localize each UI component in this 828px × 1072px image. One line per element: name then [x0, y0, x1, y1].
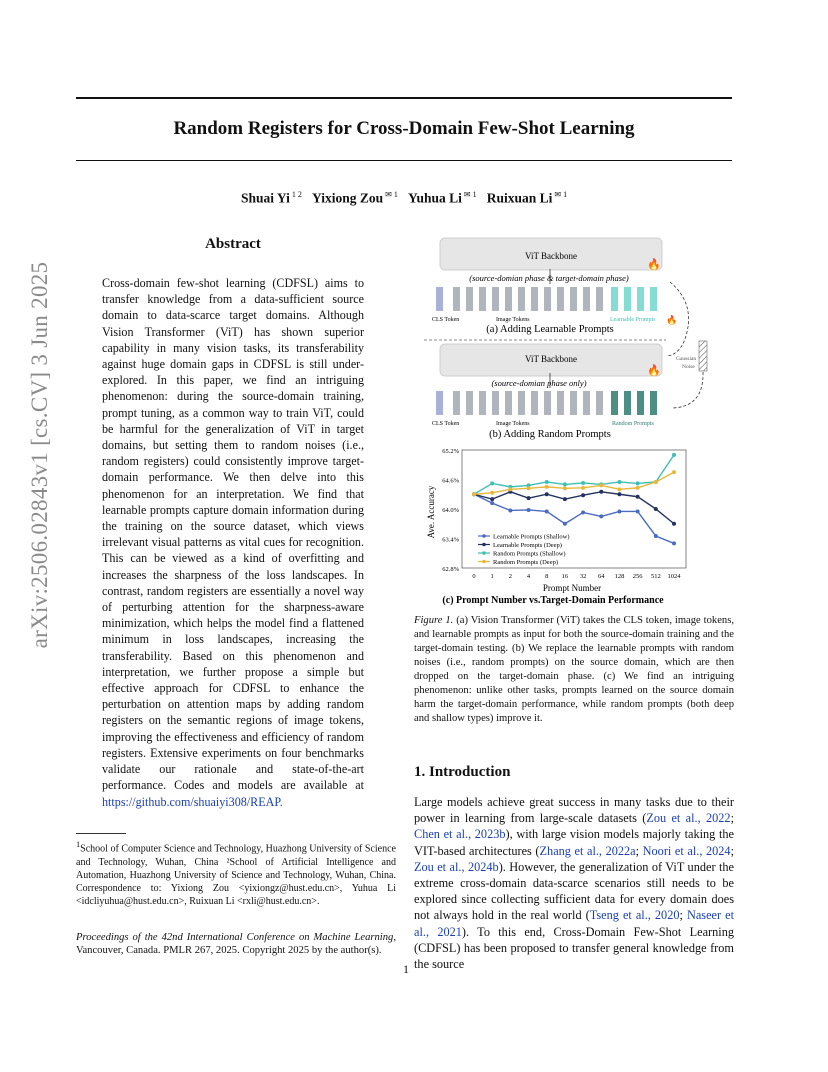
data-point: [563, 486, 567, 490]
arxiv-watermark: arXiv:2506.02843v1 [cs.CV] 3 Jun 2025: [27, 261, 52, 649]
cls-label-b: CLS Token: [432, 421, 460, 427]
proceedings-copyright: , Vancouver, Canada. PMLR 267, 2025. Copyright 2025 by the author(s).: [76, 932, 396, 957]
data-point: [672, 522, 676, 526]
x-tick-label: 16: [561, 573, 569, 580]
x-tick-label: 8: [545, 573, 549, 580]
author-list: [76, 190, 732, 207]
data-point: [654, 480, 658, 484]
image-tokens-label-b: Image Tokens: [496, 421, 530, 427]
author-name: Yuhua Li: [407, 190, 462, 206]
intro-heading: 1. Introduction: [414, 764, 511, 780]
data-point: [563, 522, 567, 526]
data-point: [490, 491, 494, 495]
footnote-text: School of Computer Science and Technology, Huazhong University of Science and Technology, Wuhan, China ²School of Artificial Intelligence and Automation, Huazhong University of Science and Technology, Wuhan, China. Correspondence to: Yixiong Zou <yixiongz@hust.edu.cn>, Yuhua Li <idcliyuhua@hust.edu.cn>, Ruixuan Li <rxli@hust.edu.cn>.: [76, 843, 396, 908]
affiliation-footnote: [76, 838, 396, 908]
prompt-token: [624, 391, 631, 415]
image-token: [544, 391, 551, 415]
legend-label: Random Prompts (Deep): [493, 558, 558, 566]
data-point: [636, 509, 640, 513]
image-token: [453, 287, 460, 311]
x-tick-label: 32: [579, 573, 587, 580]
image-token: [596, 287, 603, 311]
x-tick-label: 1024: [667, 573, 681, 580]
phase-a-label: (source-domian phase & target-domain phase): [469, 273, 629, 283]
vit-backbone-b-label: ViT Backbone: [524, 354, 578, 364]
data-point: [508, 487, 512, 491]
intro-body: [414, 794, 734, 972]
panel-a-caption: (a) Adding Learnable Prompts: [486, 324, 614, 335]
vit-backbone-a-label: ViT Backbone: [524, 251, 578, 261]
legend-marker: [482, 560, 486, 564]
panel-b-caption: (b) Adding Random Prompts: [489, 429, 611, 440]
data-point: [545, 492, 549, 496]
cls-token: [436, 287, 443, 311]
citation-link[interactable]: Noori et al., 2024: [642, 843, 731, 858]
proceedings-venue: Proceedings of the 42nd International Conference on Machine Learning: [76, 932, 394, 943]
image-token: [466, 391, 473, 415]
prompt-token: [637, 391, 644, 415]
y-tick-label: 63.4%: [442, 536, 459, 544]
image-token: [531, 287, 538, 311]
gaussian-noise-label-2: Noise: [682, 364, 695, 370]
abstract-heading: Abstract: [205, 236, 261, 252]
data-point: [654, 534, 658, 538]
data-point: [581, 481, 585, 485]
image-token: [557, 287, 564, 311]
data-point: [508, 508, 512, 512]
image-token: [544, 287, 551, 311]
flame-icon: 🔥: [666, 315, 678, 325]
data-point: [527, 508, 531, 512]
image-token: [596, 391, 603, 415]
flame-icon: 🔥: [647, 259, 661, 271]
abstract-text: Cross-domain few-shot learning (CDFSL) aims to transfer knowledge from a data-sufficient source domain to data-scarce target domains. Although Vision Transformer (ViT) has shown superior capability in many vision tasks, its transferability against huge domain gaps in CDFSL is still under-explored. In this paper, we find an intriguing phenomenon: during the source-domain training, prompt tuning, as a common way to train ViT, could be harmful for the generalization of ViT in target domains, but setting them to random noises (i.e., random registers) could consistently improve target-domain performance. We then delve into this phenomenon for an interpretation. We find that learnable prompts capture domain information during the training on the source dataset, which views irrelevant visual patterns as vital cues for recognition. This can be viewed as a kind of overfitting and increases the sharpness of the loss landscapes. In contrast, random registers are essentially a novel way of perturbing attention for the sharpness-aware minimization, which helps the model find a flattened minimum in loss landscapes, increasing the transferability. Based on this phenomenon and interpretation, we further propose a simple but effective approach for CDFSL to enhance the perturbation on attention maps by adding random registers on the semantic regions of image tokens, improving the effectiveness and efficiency of random registers. Extensive experiments on four benchmarks validate our rationale and state-of-the-art performance. Codes and models are available at: [102, 276, 364, 793]
image-token: [583, 391, 590, 415]
figure-caption-text: (a) Vision Transformer (ViT) takes the CLS token, image tokens, and learnable prompts as input for both the source-domain training and the target-domain testing. (b) We replace the learnable prompts with random noises (i.e., random prompts) on the source domain, which are then dropped on the target-domain phase. (c) We find an intriguing phenomenon: unlike other tasks, prompts learned on the source domain harm the target-domain performance, while random prompts (both deep and shallow types) improve it.: [414, 615, 734, 724]
prompt-label-a: Learnable Prompts: [610, 317, 656, 323]
x-tick-label: 64: [598, 573, 605, 580]
data-point: [599, 490, 603, 494]
data-point: [617, 480, 621, 484]
data-point: [581, 486, 585, 490]
y-tick-label: 62.8%: [442, 566, 459, 573]
data-point: [545, 509, 549, 513]
data-point: [527, 486, 531, 490]
flame-icon: 🔥: [647, 365, 661, 377]
prompt-token: [650, 287, 657, 311]
title-rule: [76, 160, 732, 161]
prompt-token: [650, 391, 657, 415]
legend-marker: [482, 543, 486, 547]
data-point: [563, 482, 567, 486]
x-tick-label: 1: [490, 573, 494, 580]
data-point: [672, 541, 676, 545]
intro-text: ;: [635, 843, 643, 858]
data-point: [599, 483, 603, 487]
figure-caption-label: Figure 1.: [414, 615, 454, 626]
data-point: [636, 486, 640, 490]
legend-label: Learnable Prompts (Shallow): [493, 533, 570, 541]
prompt-token: [611, 287, 618, 311]
image-token: [479, 391, 486, 415]
image-token: [518, 287, 525, 311]
dashed-arrow-b: [672, 372, 703, 408]
data-point: [527, 496, 531, 500]
legend-marker: [482, 551, 486, 555]
data-point: [672, 470, 676, 474]
proceedings-note: [76, 931, 396, 958]
data-point: [490, 481, 494, 485]
y-tick-label: 65.2%: [442, 448, 459, 455]
abstract-body: [102, 275, 364, 810]
image-token: [531, 391, 538, 415]
intro-text: ;: [679, 908, 687, 923]
top-rule: [76, 97, 732, 99]
x-tick-label: 4: [526, 573, 531, 580]
intro-text: ). To this end, Cross-Domain Few-Shot Learning (CDFSL) has been proposed to transfer general knowledge from the source: [414, 924, 734, 972]
author-affiliation: ✉ 1: [385, 190, 398, 199]
author-affiliation: 1 2: [291, 190, 302, 199]
x-tick-label: 0: [472, 573, 476, 580]
image-token: [505, 391, 512, 415]
prompt-token: [637, 287, 644, 311]
image-token: [557, 391, 564, 415]
panel-b: [424, 340, 707, 440]
data-point: [581, 493, 585, 497]
data-point: [581, 510, 585, 514]
figure-1: [412, 232, 734, 608]
cls-label-a: CLS Token: [432, 317, 460, 323]
prompt-token: [624, 287, 631, 311]
image-token: [570, 391, 577, 415]
cls-token: [436, 391, 443, 415]
footnote-rule: [76, 833, 126, 834]
citation-link[interactable]: Chen et al., 2023b: [414, 827, 506, 842]
intro-text: ). However, the generalization of ViT under the extreme cross-domain data-scarce scenarios still needs to be explored since collecting sufficient data for every domain does not always hold in the real world (: [414, 859, 734, 923]
data-point: [545, 485, 549, 489]
image-token: [453, 391, 460, 415]
panel-a: [432, 238, 689, 356]
author-affiliation: ✉ 1: [554, 190, 568, 199]
author-affiliation: ✉ 1: [463, 190, 477, 199]
data-point: [472, 492, 476, 496]
code-link[interactable]: https://github.com/shuaiyi308/REAP.: [102, 794, 283, 809]
y-axis-label: Ave. Accuracy: [426, 485, 436, 539]
x-tick-label: 256: [632, 573, 643, 580]
image-token: [479, 287, 486, 311]
prompt-token: [611, 391, 618, 415]
x-tick-label: 2: [508, 573, 512, 580]
image-token: [466, 287, 473, 311]
citation-link[interactable]: Zou et al., 2022: [646, 811, 731, 826]
data-point: [545, 480, 549, 484]
author-name: Ruixuan Li: [486, 190, 553, 206]
figure-caption: [414, 614, 734, 726]
intro-text: Large models achieve great success in many tasks due to their power in learning from large-scale datasets (: [414, 795, 734, 826]
data-point: [563, 497, 567, 501]
y-tick-label: 64.6%: [442, 477, 459, 485]
author-name: Shuai Yi: [240, 190, 290, 206]
citation-link[interactable]: Tseng et al., 2020: [589, 908, 680, 923]
page-number: 1: [403, 962, 409, 976]
data-point: [636, 495, 640, 499]
noise-box: [699, 341, 707, 371]
author-name: Yixiong Zou: [311, 190, 384, 206]
paper-title: Random Registers for Cross-Domain Few-Shot Learning: [173, 118, 635, 139]
phase-b-label: (source-domian phase only): [491, 378, 587, 388]
footnote-marker: 1: [76, 840, 81, 849]
citation-link[interactable]: Zou et al., 2024b: [414, 859, 499, 874]
citation-link[interactable]: Naseer et al., 2021: [414, 908, 734, 939]
x-tick-label: 512: [650, 573, 661, 580]
image-token: [518, 391, 525, 415]
legend-label: Learnable Prompts (Deep): [493, 541, 562, 549]
image-token: [583, 287, 590, 311]
data-point: [617, 492, 621, 496]
x-tick-label: 128: [614, 573, 625, 580]
chart-title: (c) Prompt Number vs.Target-Domain Performance: [442, 595, 664, 606]
image-tokens-label-a: Image Tokens: [496, 317, 530, 323]
citation-link[interactable]: Zhang et al., 2022a: [539, 843, 636, 858]
panel-c-chart: [426, 448, 686, 606]
image-token: [492, 391, 499, 415]
legend-marker: [482, 534, 486, 538]
data-point: [490, 497, 494, 501]
x-axis-label: Prompt Number: [542, 583, 602, 593]
data-point: [599, 514, 603, 518]
intro-text: ;: [730, 843, 734, 858]
y-tick-label: 64.0%: [442, 507, 459, 514]
data-point: [617, 487, 621, 491]
data-point: [617, 509, 621, 513]
image-token: [505, 287, 512, 311]
gaussian-noise-label: Gaussian: [676, 356, 697, 362]
intro-text: ;: [730, 811, 734, 826]
intro-text: ), with large vision models majorly taking the VIT-based architectures (: [414, 827, 734, 858]
data-point: [490, 501, 494, 505]
data-point: [636, 481, 640, 485]
image-token: [492, 287, 499, 311]
prompt-label-b: Random Prompts: [612, 421, 654, 427]
data-point: [672, 453, 676, 457]
image-token: [570, 287, 577, 311]
data-point: [654, 507, 658, 511]
legend-label: Random Prompts (Shallow): [493, 550, 566, 558]
